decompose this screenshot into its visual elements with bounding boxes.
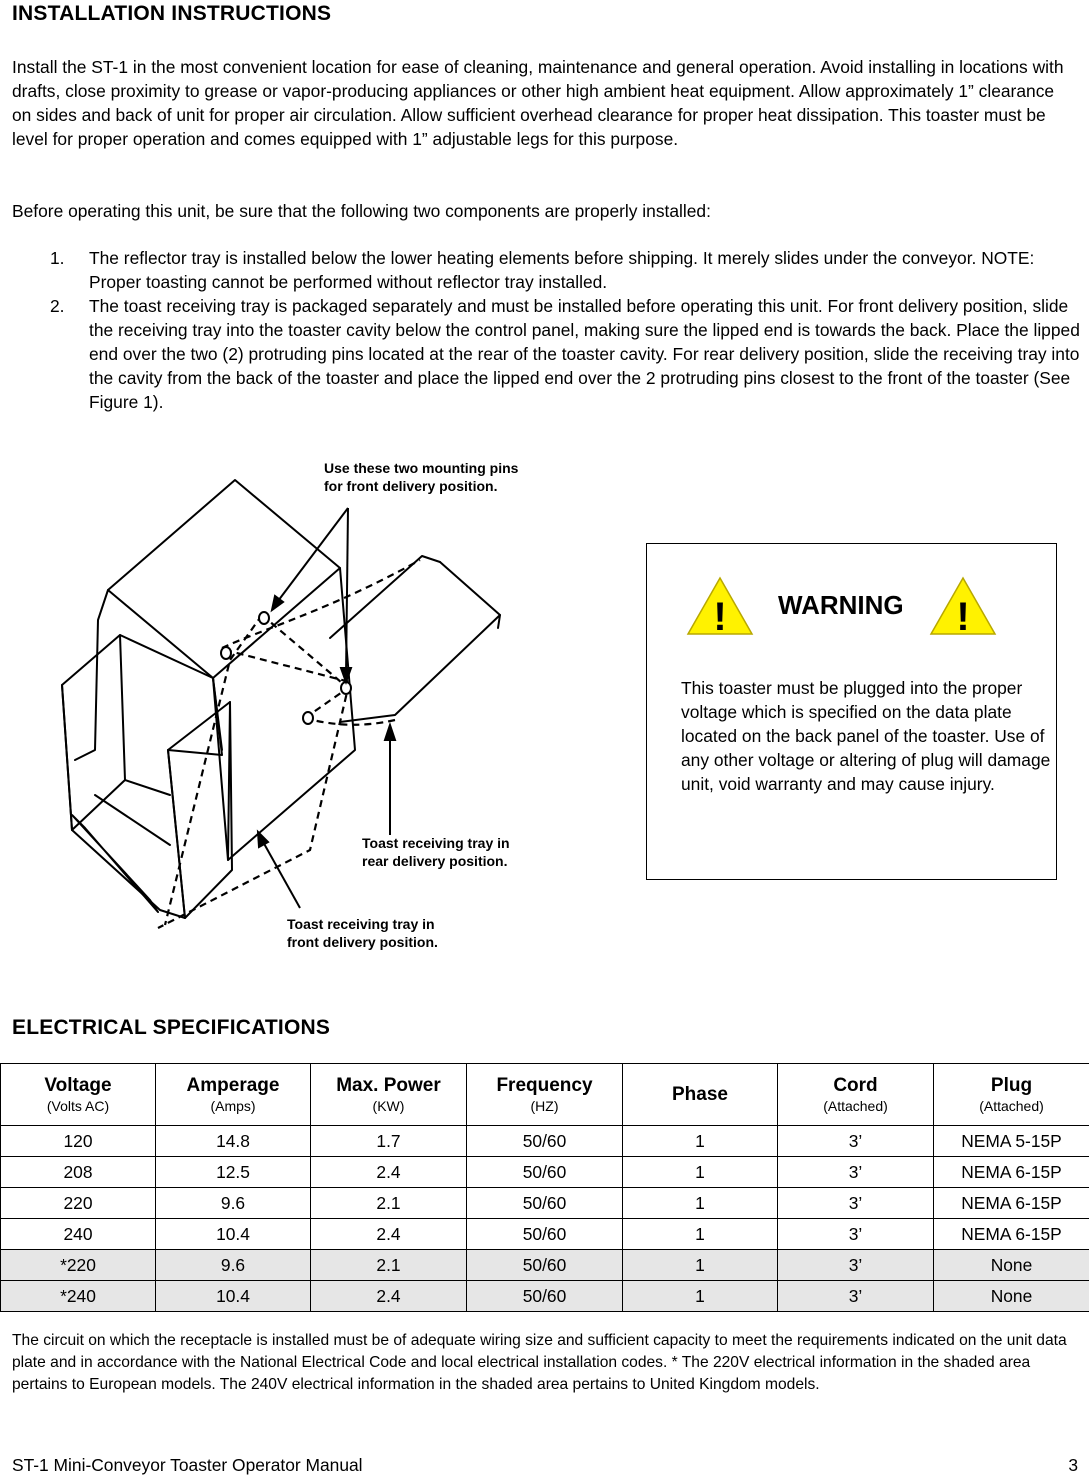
toaster-installation-figure xyxy=(0,450,640,970)
table-cell: 1.7 xyxy=(311,1126,467,1157)
table-cell: 220 xyxy=(1,1188,156,1219)
table-row xyxy=(1,1219,1089,1250)
table-cell: 10.4 xyxy=(156,1281,311,1312)
table-cell: 50/60 xyxy=(467,1250,623,1281)
table-cell: 50/60 xyxy=(467,1188,623,1219)
table-cell: 2.4 xyxy=(311,1219,467,1250)
table-cell: 9.6 xyxy=(156,1188,311,1219)
table-cell: 2.1 xyxy=(311,1250,467,1281)
column-unit: (Amps) xyxy=(210,1097,256,1114)
electrical-heading: ELECTRICAL SPECIFICATIONS xyxy=(12,1016,331,1039)
column-header-plug xyxy=(934,1064,1089,1126)
table-cell: 2.4 xyxy=(311,1281,467,1312)
table-cell: 240 xyxy=(1,1219,156,1250)
column-unit: (Attached) xyxy=(979,1097,1044,1114)
table-cell: 9.6 xyxy=(156,1250,311,1281)
table-header-row xyxy=(1,1064,1089,1126)
warning-title: WARNING xyxy=(778,590,904,620)
table-row xyxy=(1,1157,1089,1188)
table-body xyxy=(1,1126,1089,1312)
installation-steps xyxy=(12,246,1082,414)
table-cell: 14.8 xyxy=(156,1126,311,1157)
table-cell: 1 xyxy=(623,1157,778,1188)
electrical-note: The circuit on which the receptacle is installed must be of adequate wiring size and sufficient capacity to meet the requirements indicated on the unit data plate and in accordance with the National Electrical Code and local electrical installation codes. * The 220V electrical information in the shaded area pertains to European models. The 240V electrical information in the shaded area pertains to United Kingdom models. xyxy=(12,1332,1067,1393)
table-cell: 3’ xyxy=(778,1219,934,1250)
table-cell: 2.1 xyxy=(311,1188,467,1219)
table-cell: 12.5 xyxy=(156,1157,311,1188)
table-cell: 10.4 xyxy=(156,1219,311,1250)
step-number: 1. xyxy=(50,248,65,268)
column-header-amperage xyxy=(156,1064,311,1126)
table-cell: 50/60 xyxy=(467,1126,623,1157)
table-row xyxy=(1,1250,1089,1281)
table-cell: NEMA 6-15P xyxy=(934,1157,1089,1188)
table-cell: 3’ xyxy=(778,1126,934,1157)
step-number: 2. xyxy=(50,296,65,316)
table-cell: 120 xyxy=(1,1126,156,1157)
table-cell: 3’ xyxy=(778,1250,934,1281)
list-item xyxy=(12,246,1082,294)
before-operating-paragraph: Before operating this unit, be sure that the following two components are properly installed: xyxy=(12,201,711,221)
table-row xyxy=(1,1126,1089,1157)
table-cell: NEMA 6-15P xyxy=(934,1219,1089,1250)
table-cell: 1 xyxy=(623,1126,778,1157)
table-cell: 1 xyxy=(623,1281,778,1312)
warning-symbol: ! xyxy=(713,595,727,636)
step-text: The reflector tray is installed below the lower heating elements before shipping. It merely slides under the conveyor. NOTE: Proper toasting cannot be performed without reflector tray installed. xyxy=(89,248,1035,292)
page-number: 3 xyxy=(1068,1455,1078,1475)
warning-symbol: ! xyxy=(956,595,970,636)
table-cell: 50/60 xyxy=(467,1157,623,1188)
figure-label-line: front delivery position. xyxy=(287,934,438,950)
installation-paragraph: Install the ST-1 in the most convenient location for ease of cleaning, maintenance and general operation. Avoid installing in locations with drafts, close proximity to grease or vapor-producing appliances or other high ambient heat equipment. Allow approximately 1” clearance on sides and back of unit for proper air circulation. Allow sufficient overhead clearance for proper heat dissipation. This toaster must be level for proper operation and comes equipped with 1” adjustable legs for this purpose. xyxy=(12,57,1064,149)
column-unit: (Attached) xyxy=(823,1097,888,1114)
list-item xyxy=(12,294,1082,414)
figure-label-line: rear delivery position. xyxy=(362,853,508,869)
warning-box xyxy=(646,543,1057,880)
column-title: Max. Power xyxy=(336,1074,441,1096)
table-cell: 3’ xyxy=(778,1188,934,1219)
figure-label-line: for front delivery position. xyxy=(324,478,498,494)
table-cell: 1 xyxy=(623,1219,778,1250)
column-title: Frequency xyxy=(496,1074,593,1096)
footer-title: ST-1 Mini-Conveyor Toaster Operator Manual xyxy=(12,1455,363,1475)
table-cell: 3’ xyxy=(778,1281,934,1312)
column-title: Amperage xyxy=(186,1074,280,1096)
table-cell: NEMA 5-15P xyxy=(934,1126,1089,1157)
column-title: Plug xyxy=(990,1074,1033,1096)
installation-heading: INSTALLATION INSTRUCTIONS xyxy=(12,2,332,25)
table-cell: 208 xyxy=(1,1157,156,1188)
table-cell: *240 xyxy=(1,1281,156,1312)
column-unit: (Volts AC) xyxy=(46,1097,110,1114)
column-header-cord xyxy=(778,1064,934,1126)
table-cell: 50/60 xyxy=(467,1281,623,1312)
table-cell: 3’ xyxy=(778,1157,934,1188)
table-row xyxy=(1,1281,1089,1312)
table-cell: 50/60 xyxy=(467,1219,623,1250)
figure-label-front-delivery xyxy=(287,915,438,951)
table-cell: None xyxy=(934,1250,1089,1281)
column-title: Phase xyxy=(672,1083,728,1105)
warning-triangle-icon xyxy=(686,576,754,636)
figure-label-mounting-pins xyxy=(324,459,518,495)
column-header-frequency xyxy=(467,1064,623,1126)
figure-label-line: Toast receiving tray in xyxy=(287,916,435,932)
table-cell: 1 xyxy=(623,1188,778,1219)
column-unit: (KW) xyxy=(372,1097,405,1114)
warning-triangle-icon xyxy=(929,576,997,636)
table-cell: 2.4 xyxy=(311,1157,467,1188)
warning-text: This toaster must be plugged into the proper voltage which is specified on the data plate located on the back panel of the toaster. Use of any other voltage or altering of plug will damage unit, void warranty and may cause injury. xyxy=(681,678,1051,794)
table-cell: NEMA 6-15P xyxy=(934,1188,1089,1219)
column-header-phase xyxy=(623,1064,778,1126)
figure-label-rear-delivery xyxy=(362,834,510,870)
column-title: Voltage xyxy=(44,1074,112,1096)
column-header-voltage xyxy=(1,1064,156,1126)
table-cell: 1 xyxy=(623,1250,778,1281)
table-cell: *220 xyxy=(1,1250,156,1281)
column-unit: (HZ) xyxy=(530,1097,559,1114)
column-header-max-power xyxy=(311,1064,467,1126)
figure-label-line: Use these two mounting pins xyxy=(324,460,519,476)
column-title: Cord xyxy=(833,1074,878,1096)
figure-label-line: Toast receiving tray in xyxy=(362,835,510,851)
electrical-spec-table xyxy=(0,1063,1089,1312)
step-text: The toast receiving tray is packaged separately and must be installed before operating this unit. For front delivery position, slide the receiving tray into the toaster cavity below the control panel, making sure the lipped end is towards the back. Place the lipped end over the two (2) protruding pins located at the rear of the toaster cavity. For rear delivery position, slide the receiving tray into the cavity from the back of the toaster and place the lipped end over the 2 protruding pins closest to the front of the toaster (See Figure 1). xyxy=(89,296,1080,412)
table-row xyxy=(1,1188,1089,1219)
table-cell: None xyxy=(934,1281,1089,1312)
